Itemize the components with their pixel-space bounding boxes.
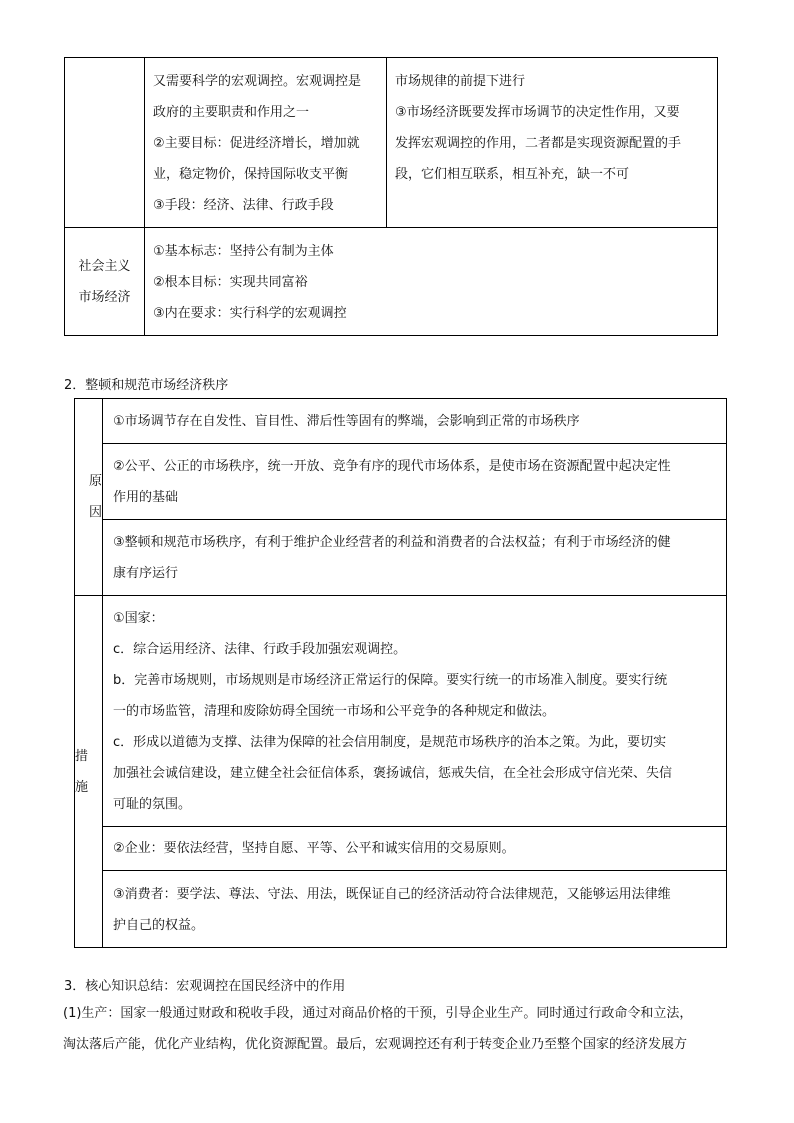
table-row (75, 871, 727, 948)
table-row (75, 399, 727, 444)
table-row (65, 228, 718, 336)
row-label: 市场经济 (78, 289, 131, 305)
section-heading: 2．整顿和规范市场经济秩序 (64, 378, 229, 393)
row-label: 施 (75, 779, 89, 795)
text-line: 业，稳定物价，保持国际收支平衡 (153, 167, 349, 182)
table-row (75, 596, 727, 827)
text-line: ③整顿和规范市场秩序，有利于维护企业经营者的利益和消费者的合法权益；有利于市场经济的健 (113, 535, 671, 550)
text-line: 加强社会诚信建设，建立健全社会征信体系，褒扬诚信，惩戒失信，在全社会形成守信光荣、失信 (113, 766, 673, 781)
socialist-market-economy-cell (145, 228, 718, 336)
text-line: ③消费者：要学法、尊法、守法、用法，既保证自己的经济活动符合法律规范，又能够运用法律维 (113, 887, 671, 902)
measure-cell (103, 596, 727, 827)
text-line: 护自己的权益。 (113, 918, 205, 933)
text-line: ①基本标志：坚持公有制为主体 (153, 244, 334, 259)
measure-cell (103, 871, 727, 948)
text-line: 作用的基础 (113, 490, 179, 505)
paragraph (63, 998, 743, 1060)
row-label: 社会主义 (78, 258, 131, 274)
text-line: ①国家： (113, 611, 164, 626)
text-line: 康有序运行 (113, 566, 179, 581)
table-row (75, 827, 727, 871)
row-label-cell (65, 228, 145, 336)
text-line: ①市场调节存在自发性、盲目性、滞后性等固有的弊端，会影响到正常的市场秩序 (113, 414, 580, 429)
text-line: ③市场经济既要发挥市场调节的决定性作用，又要 (395, 105, 680, 120)
text-line: 发挥宏观调控的作用，二者都是实现资源配置的手 (395, 136, 682, 151)
text-line: 淘汰落后产能，优化产业结构，优化资源配置。最后，宏观调控还有利于转变企业乃至整个国家的经济发展方 (63, 1037, 688, 1052)
market-order-table (74, 398, 727, 948)
reason-cell (103, 444, 727, 520)
table-row (65, 58, 718, 228)
text-line: ③内在要求：实行科学的宏观调控 (153, 306, 347, 321)
text-line: 市场规律的前提下进行 (395, 74, 526, 89)
text-line: (1)生产：国家一般通过财政和税收手段，通过对商品价格的干预，引导企业生产。同时通过行政命令和立法， (63, 1006, 693, 1021)
text-line: ②根本目标：实现共同富裕 (153, 275, 308, 290)
text-line: 又需要科学的宏观调控。宏观调控是 (153, 74, 362, 89)
reason-cell (103, 399, 727, 444)
text-line: b．完善市场规则，市场规则是市场经济正常运行的保障。要实行统一的市场准入制度。要实行统 (113, 673, 668, 688)
table-row (75, 444, 727, 520)
text-line: 政府的主要职责和作用之一 (153, 105, 310, 120)
text-line: c．综合运用经济、法律、行政手段加强宏观调控。 (113, 642, 407, 657)
table-row (75, 520, 727, 596)
row-label: 因 (89, 505, 103, 520)
text-line: ②公平、公正的市场秩序，统一开放、竞争有序的现代市场体系，是使市场在资源配置中起决定性 (113, 459, 671, 474)
section-heading: 3．核心知识总结：宏观调控在国民经济中的作用 (64, 979, 346, 994)
macro-control-cell (145, 58, 387, 228)
text-line: 可耻的氛围。 (113, 797, 192, 812)
reason-cell (103, 520, 727, 596)
measures-label-cell (75, 596, 103, 948)
text-line: 一的市场监管，清理和废除妨碍全国统一市场和公平竞争的各种规定和做法。 (113, 704, 556, 719)
measure-cell (103, 827, 727, 871)
empty-cell (65, 58, 145, 228)
text-line: ②企业：要依法经营，坚持自愿、平等、公平和诚实信用的交易原则。 (113, 841, 515, 856)
relationship-cell (387, 58, 718, 228)
economy-comparison-table (64, 57, 718, 336)
row-label: 原 (89, 474, 103, 489)
text-line: c．形成以道德为支撑、法律为保障的社会信用制度，是规范市场秩序的治本之策。为此，要切实 (113, 735, 667, 750)
text-line: 段，它们相互联系，相互补充，缺一不可 (395, 167, 630, 182)
row-label: 措 (75, 748, 89, 764)
text-line: ③手段：经济、法律、行政手段 (153, 198, 334, 213)
text-line: ②主要目标：促进经济增长，增加就 (153, 136, 360, 151)
reasons-label-cell (75, 399, 103, 596)
